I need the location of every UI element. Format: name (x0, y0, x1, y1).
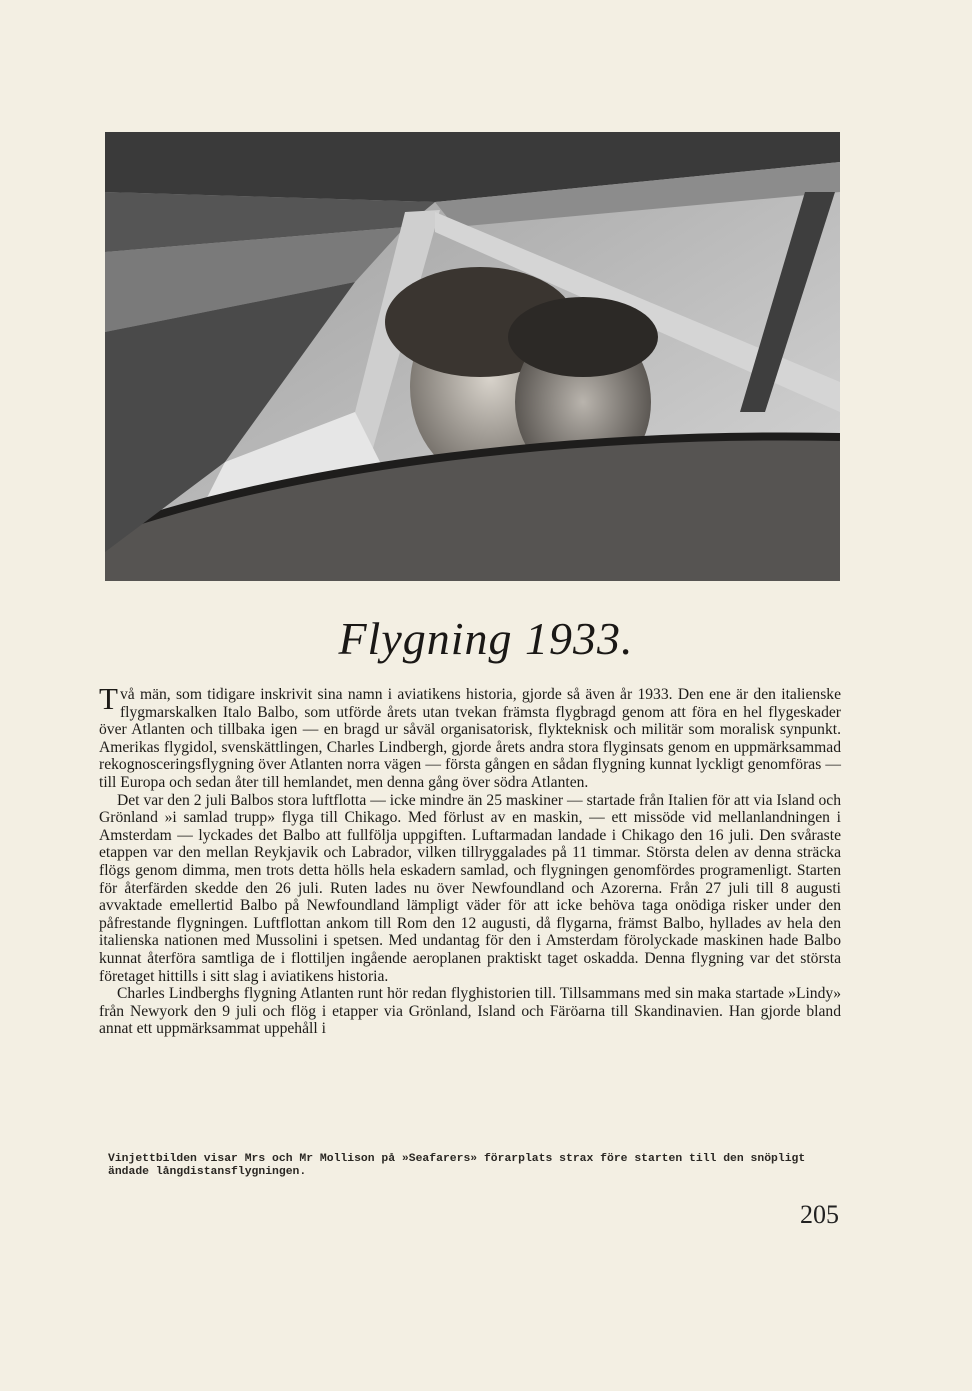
drop-cap: T (99, 681, 118, 716)
cockpit-photo-illustration (105, 132, 840, 581)
paragraph-3: Charles Lindberghs flygning Atlanten runt hör redan flyghistorien till. Tillsammans med sin maka startade »Lindy» från Newyork den 9 juli och flög i etapper via Grönland, Island och Färöarna till Skandinavien. Han gjorde bland annat ett uppmärksammat uppehåll i (99, 985, 841, 1038)
paragraph-1-text: vå män, som tidigare inskrivit sina namn i aviatikens historia, gjorde så även år 1933. Den ene är den italienske flygmarskalken Italo Balbo, som utförde årets utan tvekan främsta flygbragd genom att föra en hel flygeskader över Atlanten och tillbaka igen — en bragd ur såväl organisatorisk, flykteknisk och militär som moralisk synpunkt. Amerikas flygidol, svenskättlingen, Charles Lindbergh, gjorde årets andra stora flyginsats genom en uppmärksammad rekognosceringsflygning över Atlanten norra vägen — första gången en sådan flygning kunnat lyckligt genomföras — till Europa och sedan åter till hemlandet, men denna gång över södra Atlanten. (99, 686, 841, 791)
paragraph-2: Det var den 2 juli Balbos stora luftflotta — icke mindre än 25 maskiner — startade från Italien för att via Island och Grönland »i samlad trupp» flyga till Chikago. Med förlust av en maskin, — ett missöde vid mellanlandningen i Amsterdam — lyckades det Balbo att fullfölja uppgiften. Luftarmadan landade i Chikago den 16 juli. Den svåraste etappen var den mellan Reykjavik och Labrador, vilken tillryggalades på 11 timmar. Största delen av denna sträcka flögs genom dimma, men trots detta hölls hela eskadern samlad, och flygningen genomfördes programenligt. Starten för återfärden skedde den 26 juli. Ruten lades nu över Newfoundland och Azorerna. Från 27 juli till 8 augusti avvaktade emellertid Balbo på Newfoundland lämpligt väder för att icke behöva taga onödiga risker under den påfrestande flygningen. Luftflottan ankom till Rom den 12 augusti, då flygarna, främst Balbo, hyllades av hela den italienska nationen med Mussolini i spetsen. Med undantag för den i Amsterdam förolyckade maskinen hade Balbo kunnat återföra samtliga de i flottiljen ingående aeroplanen praktiskt taget oskadda. Denna flygning var det största företaget hittills i sitt slag i aviatikens historia. (99, 791, 841, 985)
article-title: Flygning 1933. (338, 613, 634, 664)
paragraph-1 (99, 681, 841, 792)
article-body (99, 681, 841, 1038)
photo-caption: Vinjettbilden visar Mrs och Mr Mollison på »Seafarers» förarplats strax före starten till den snöpligt ändade långdistansflygningen. (108, 1153, 806, 1178)
vignette-photo (105, 132, 840, 581)
page-number: 205 (800, 1200, 839, 1229)
